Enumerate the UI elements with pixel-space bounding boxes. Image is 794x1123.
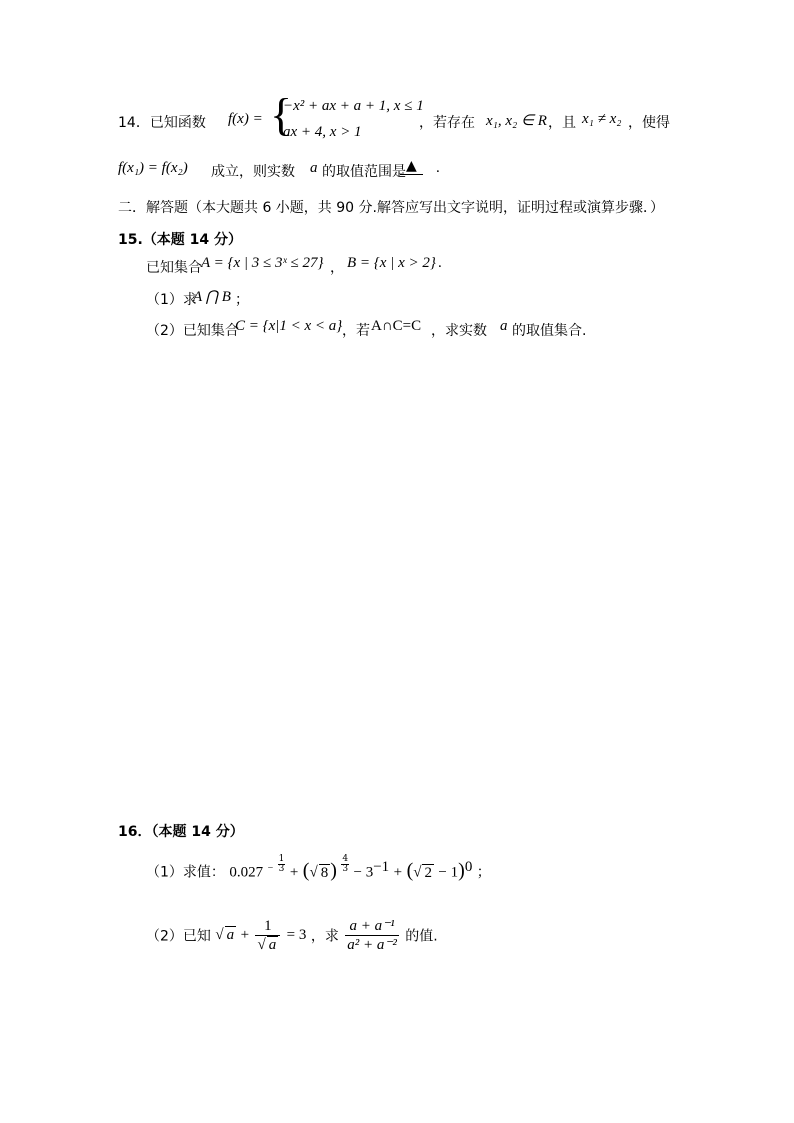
q14-var-a: a [310, 160, 318, 176]
q16-p2-frac-den-wrap: √ a [257, 937, 277, 953]
q14-case-1: −x² + ax + a + 1, x ≤ 1 [283, 98, 424, 114]
q14-piecewise-brace: { [270, 89, 293, 140]
q16-p1-sqrt8: 8 [320, 864, 329, 881]
q16-p1-minus1: − 1 [438, 864, 459, 881]
q16-part2-label: （2）已知 [146, 928, 211, 945]
q16-p1-base: 0.027 [229, 864, 264, 881]
q16-p1-plus2: + [393, 864, 403, 881]
q15-set-b: B = {x | x > 2} [347, 255, 436, 271]
sqrt-icon: √ [413, 864, 422, 881]
q14-text-5: 的取值范围是 [322, 164, 406, 180]
q14-text-2: ，且 [548, 115, 576, 131]
q16-p1-exp-fraction [278, 855, 286, 874]
q14-text-1: ，若存在 [419, 115, 475, 131]
q15-comma: ， [330, 260, 344, 276]
q15-part2-var: a [500, 318, 508, 334]
q14-text-3: ，使得 [628, 115, 670, 131]
q16-p2-plus: + [240, 927, 250, 943]
q16-p1-exp2-num: 4 [342, 854, 349, 864]
q15-part2-end: 的取值集合. [512, 323, 587, 339]
q15-intro: 已知集合 [146, 260, 202, 276]
q15-part1-end: ； [235, 292, 249, 308]
q16-p2-eq: = 3 [286, 927, 307, 943]
q16-p1-exp-sign: − [267, 863, 274, 874]
q15-set-a: A = {x | 3 ≤ 3ˣ ≤ 27} [201, 255, 324, 271]
q16-p2-frac-num: 1 [255, 917, 280, 936]
q15-set-c: C = {x|1 < x < a} [235, 318, 343, 334]
q16-p1-sqrt2: 2 [424, 864, 432, 881]
q16-p1-minus3: − 3 [353, 864, 374, 881]
q16-p1-exp2-den: 3 [342, 864, 349, 874]
q14-function-lhs: f(x) = [228, 111, 263, 127]
sqrt-icon: √ [309, 864, 318, 881]
q14-text-4: 成立，则实数 [211, 164, 295, 180]
q16-p1-exp3: −1 [373, 859, 390, 875]
q16-p1-plus: + [289, 864, 299, 881]
q16-p2-end: 的值. [405, 928, 438, 945]
q15-end: . [438, 255, 442, 271]
q16-p1-exp-den: 3 [278, 864, 285, 874]
triangle-icon: ▲ [400, 158, 423, 175]
q15-part1-expr: A ⋂ B [193, 289, 231, 305]
q15-part2-label: （2）已知集合 [146, 323, 239, 339]
q16-p1-end: ； [476, 864, 491, 881]
q16-p1-exp4: 0 [464, 859, 473, 875]
q16-p1-paren-open: ( [302, 859, 310, 882]
q16-p2-den: a² + a⁻² [347, 937, 397, 953]
q14-case-2: ax + 4, x > 1 [283, 124, 362, 140]
q14-number: 14．已知函数 [118, 115, 206, 131]
sqrt-icon: √ [215, 927, 224, 943]
q15-part2-condition: A∩C=C [371, 318, 422, 334]
q15-part1-label: （1）求 [146, 292, 197, 308]
q14-x1x2: x₁, x₂ ∈ R [486, 113, 547, 129]
q16-p1-paren2-close: ) [458, 859, 465, 882]
section-2-heading: 二．解答题（本大题共 6 小题，共 90 分.解答应写出文字说明，证明过程或演算步骤．） [118, 200, 664, 216]
q14-answer-blank [400, 158, 423, 175]
q16-part1-label: （1）求值： [146, 864, 225, 881]
q14-period: . [436, 160, 440, 176]
q15-title: 15.（本题 14 分） [118, 232, 243, 248]
q16-p2-fraction [255, 917, 280, 954]
q16-p1-exp-num: 1 [278, 854, 285, 864]
q14-x1-neq-x2: x₁ ≠ x₂ [582, 111, 622, 127]
q14-equality: f(x₁) = f(x₂) [118, 160, 188, 176]
q16-part2 [146, 917, 438, 954]
q16-p2-mid: ，求 [310, 928, 339, 945]
q16-p1-paren-close: ) [330, 859, 337, 882]
q15-part2-text: ，求实数 [431, 323, 487, 339]
q16-p2-frac-den: a [268, 937, 277, 953]
q16-title: 16．（本题 14 分） [118, 824, 244, 840]
q16-p2-num: a + a⁻¹ [345, 917, 399, 936]
q16-part1 [146, 855, 491, 883]
q16-p1-exp2-fraction [341, 855, 349, 874]
q16-p2-target-fraction [345, 917, 399, 954]
q15-part2-mid: ，若 [342, 323, 370, 339]
q16-p2-sqrt-a: a [226, 927, 235, 943]
q16-p1-paren2-open: ( [406, 859, 414, 882]
